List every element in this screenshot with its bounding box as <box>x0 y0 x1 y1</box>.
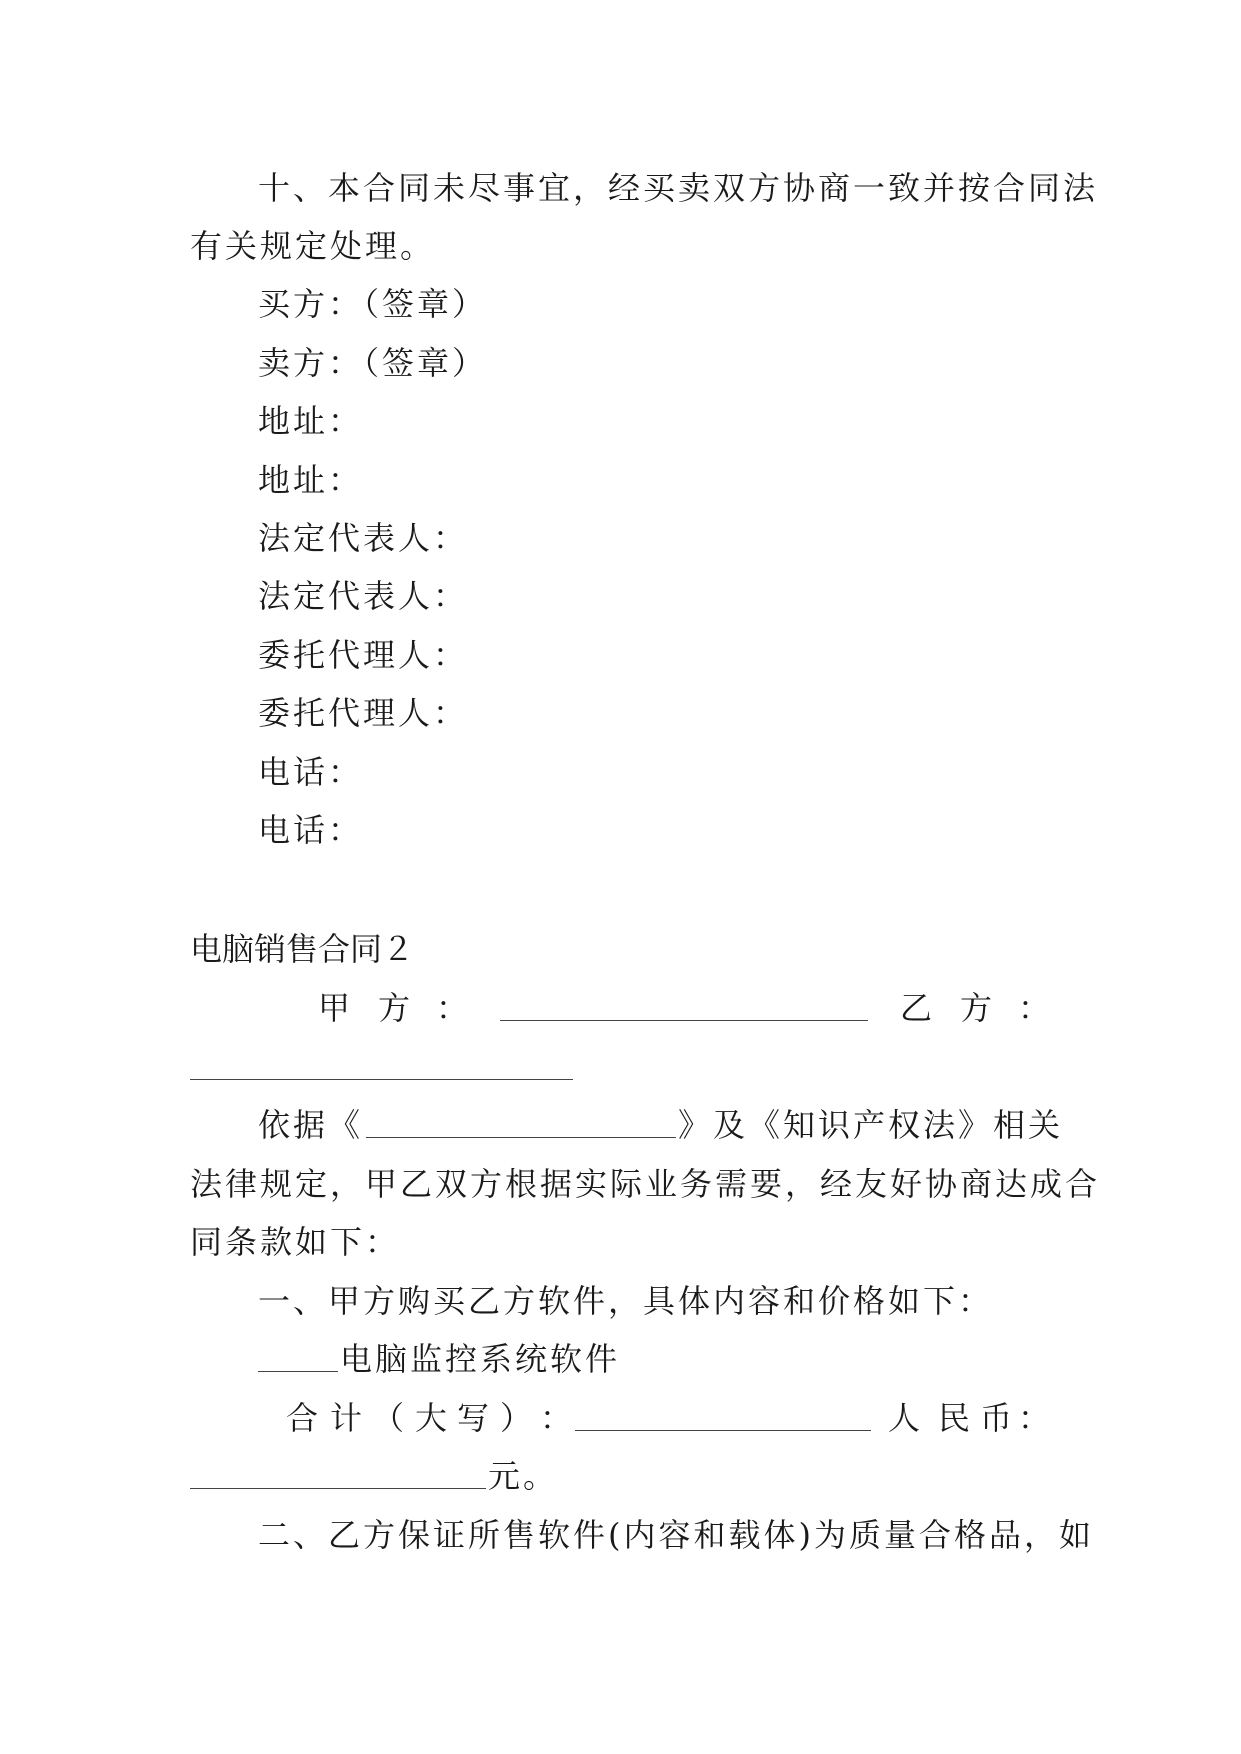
basis-line3: 同条款如下： <box>190 1223 401 1261</box>
party-b-char: 乙 <box>900 989 933 1027</box>
law-name-blank <box>366 1137 676 1138</box>
software-item: 电脑监控系统软件 <box>340 1340 621 1378</box>
party-b-blank <box>190 1079 573 1080</box>
rmb-char: 民 <box>938 1399 971 1437</box>
seller-signature: 卖方：（签章） <box>258 344 488 382</box>
phone-field: 电话： <box>258 753 364 791</box>
clause-ten-line2: 有关规定处理。 <box>190 227 436 265</box>
authorized-agent-field: 委托代理人： <box>258 636 469 674</box>
party-b-colon: ： <box>1018 989 1051 1027</box>
total-char: （ <box>372 1399 405 1437</box>
total-char: 合 <box>286 1399 319 1437</box>
rmb-char: 人 <box>888 1399 921 1437</box>
basis-prefix: 依据《 <box>258 1106 364 1144</box>
amount-blank <box>190 1488 486 1489</box>
basis-line1 <box>258 1105 1064 1145</box>
address-field: 地址： <box>258 461 364 499</box>
authorized-agent-field: 委托代理人： <box>258 694 469 732</box>
party-a-char: 甲 <box>318 989 351 1027</box>
total-char: ） <box>500 1399 533 1437</box>
phone-field: 电话： <box>258 811 364 849</box>
address-field: 地址： <box>258 402 364 440</box>
clause-one: 一、甲方购买乙方软件，具体内容和价格如下： <box>258 1282 994 1320</box>
amount-line <box>190 1456 790 1496</box>
total-colon: ： <box>540 1399 573 1437</box>
buyer-signature: 买方：（签章） <box>258 285 488 323</box>
total-char: 写 <box>457 1399 490 1437</box>
total-char: 计 <box>330 1399 363 1437</box>
basis-line2: 法律规定，甲乙双方根据实际业务需要，经友好协商达成合 <box>190 1165 1101 1203</box>
clause-two: 二、乙方保证所售软件(内容和载体)为质量合格品，如 <box>258 1516 1094 1554</box>
rmb-colon: ： <box>1018 1399 1051 1437</box>
party-a-colon: ： <box>436 989 469 1027</box>
total-uppercase-blank <box>575 1430 871 1431</box>
legal-representative-field: 法定代表人： <box>258 577 469 615</box>
legal-representative-field: 法定代表人： <box>258 519 469 557</box>
clause-ten-line1: 十、本合同未尽事宜，经买卖双方协商一致并按合同法 <box>258 169 1099 207</box>
yuan-label: 元。 <box>488 1457 559 1495</box>
total-char: 大 <box>415 1399 448 1437</box>
basis-suffix: 》及《知识产权法》相关 <box>678 1106 1064 1144</box>
party-a-blank <box>500 1020 868 1021</box>
quantity-blank <box>258 1371 338 1372</box>
rmb-char: 币 <box>980 1399 1013 1437</box>
total-line <box>0 1398 1241 1438</box>
parties-line <box>0 988 1241 1028</box>
software-item-line <box>258 1339 858 1379</box>
party-b-char: 方 <box>960 989 993 1027</box>
party-a-char: 方 <box>378 989 411 1027</box>
contract-title: 电脑销售合同２ <box>190 930 415 968</box>
